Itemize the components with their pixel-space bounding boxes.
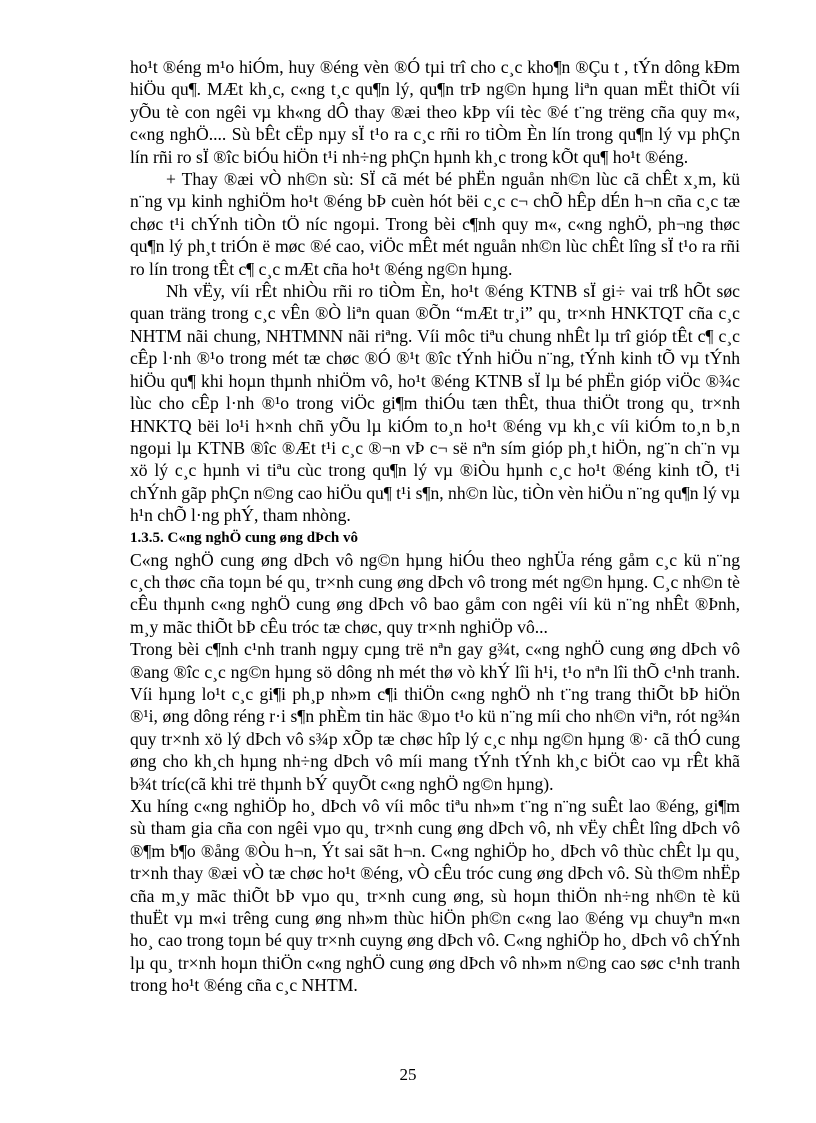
section-paragraph-3: Xu híng c«ng nghiÖp ho¸ dÞch vô víi môc tiªu nh»m t¨ng n¨ng suÊt lao ®éng, gi¶m sù tham gia cña con ngêi vµo qu¸ tr×nh cung øng dÞch vô, nh vËy chÊt lîng dÞch vô ®¶m b¶o ®ång ®Òu h¬n, Ýt sai sãt h¬n. C«ng nghiÖp ho¸ dÞch vô thùc chÊt lµ qu¸ tr×nh thay ®æi vÒ tæ chøc ho¹t ®éng, vÒ cÊu tróc cung øng dÞch vô. Sù th©m nhËp cña m¸y mãc thiÕt bÞ vµo qu¸ tr×nh cung øng, sù hoµn thiÖn nh÷ng nh©n tè kü thuËt vµ m«i trêng cung øng nh»m thùc hiÖn ph©n c«ng lao ®éng vµ chuyªn m«n ho¸ cao trong toµn bé quy tr×nh cuyng øng dÞch vô. C«ng nghiÖp ho¸ dÞch vô chÝnh lµ qu¸ tr×nh hoµn thiÖn c«ng nghÖ cung øng dÞch vô nh»m n©ng cao søc c¹nh tranh trong ho¹t ®éng cña c¸c NHTM. xyxy=(130,796,740,996)
paragraph-2: + Thay ®æi vÒ nh©n sù: SÏ cã mét bé phËn nguån nh©n lùc cã chÊt x¸m, kü n¨ng vµ kinh nghiÖm ho¹t ®éng bÞ cuèn hót bëi c¸c c¬ chÕ hÊp dÉn h¬n cña c¸c tæ chøc t¹i chÝnh tiÒn tÖ níc ngoµi. Trong bèi c¶nh quy m«, c«ng nghÖ, ph¬ng thøc qu¶n lý ph¸t triÓn ë møc ®é cao, viÖc mÊt mét nguån nh©n lùc chÊt lîng sÏ t¹o ra rñi ro lín trong tÊt c¶ c¸c mÆt cña ho¹t ®éng ng©n hµng. xyxy=(130,169,740,279)
page-number: 25 xyxy=(399,1065,417,1084)
paragraph-1: ho¹t ®éng m¹o hiÓm, huy ®éng vèn ®Ó tµi trî cho c¸c kho¶n ®Çu t , tÝn dông kÐm hiÖu qu¶. MÆt kh¸c, c«ng t¸c qu¶n lý, qu¶n trÞ ng©n hµng liªn quan mËt thiÕt víi yÕu tè con ngêi vµ kh«ng dÔ thay ®æi theo kÞp víi tèc ®é t¨ng trëng cña quy m«, c«ng nghÖ.... Sù bÊt cËp nµy sÏ t¹o ra c¸c rñi ro tiÒm Èn lín trong qu¶n lý vµ phÇn lín rñi ro sÏ ®îc biÓu hiÖn t¹i nh÷ng phÇn hµnh kh¸c trong kÕt qu¶ ho¹t ®éng. xyxy=(130,57,740,167)
body-text xyxy=(130,56,740,997)
section-paragraph-2: Trong bèi c¶nh c¹nh tranh ngµy cµng trë nªn gay g¾t, c«ng nghÖ cung øng dÞch vô ®ang ®îc c¸c ng©n hµng sö dông nh mét thø vò khÝ lîi h¹i, t¹o nªn lîi thÕ c¹nh tranh. Víi hµng lo¹t c¸c gi¶i ph¸p nh»m c¶i thiÖn c«ng nghÖ nh t¨ng trang thiÕt bÞ hiÖn ®¹i, øng dông réng r·i s¶n phÈm tin häc ®µo t¹o kü n¨ng míi cho nh©n viªn, rót ng¾n quy tr×nh xö lý dÞch vô s¾p xÕp tæ chøc hîp lý c¸c nhµ ng©n hµng ®· cã thÓ cung øng cho kh¸ch hµng nh÷ng dÞch vô míi mang tÝnh tÝnh kh¸c biÖt cao vµ rÊt khã b¾t tríc(cã khi trë thµnh bÝ quyÕt c«ng nghÖ ng©n hµng). xyxy=(130,639,740,794)
section-heading: 1.3.5. C«ng nghÖ cung øng dÞch vô xyxy=(130,529,358,546)
paragraph-3: Nh vËy, víi rÊt nhiÒu rñi ro tiÒm Èn, ho¹t ®éng KTNB sÏ gi÷ vai trß hÕt søc quan träng trong c¸c vÊn ®Ò liªn quan ®Õn “mÆt tr¸i” qu¸ tr×nh HNKTQT cña c¸c NHTM nãi chung, NHTMNN nãi riªng. Víi môc tiªu chung nhÊt lµ trî gióp tÊt c¶ c¸c cÊp l·nh ®¹o trong mét tæ chøc ®Ó ®¹t ®îc tÝnh hiÖu n¨ng, tÝnh kinh tÕ vµ tÝnh hiÖu qu¶ khi hoµn thµnh nhiÖm vô, ho¹t ®éng KTNB sÏ lµ bé phËn gióp viÖc ®¾c lùc cho cÊp l·nh ®¹o trong viÖc gi¶m thiÓu tæn thÊt, thua thiÖt trong qu¸ tr×nh HNKTQ bëi lo¹i h×nh chñ yÕu lµ kiÓm to¸n ho¹t ®éng vµ kh¸c víi kiÓm to¸n b¸n ngoµi lµ KTNB ®îc ®Æt t¹i c¸c ®¬n vÞ c¬ së nªn sím gióp ph¸t hiÖn, ng¨n ch¨n vµ xö lý c¸c hµnh vi tiªu cùc trong qu¶n lý vµ ®iÒu hµnh c¸c ho¹t ®éng kinh tÕ, t¹i chÝnh gãp phÇn n©ng cao hiÖu qu¶ t¹i s¶n, nh©n lùc, tiÒn vèn hiÖu n¨ng qu¶n lý vµ h¹n chÕ l·ng phÝ, tham nhòng. xyxy=(130,281,740,526)
section-paragraph-1: C«ng nghÖ cung øng dÞch vô ng©n hµng hiÓu theo nghÜa réng gåm c¸c kü n¨ng c¸ch thøc cña toµn bé qu¸ tr×nh cung øng dÞch vô trong mét ng©n hµng. C¸c nh©n tè cÊu thµnh c«ng nghÖ cung øng dÞch vô bao gåm con ngêi víi kü n¨ng nhÊt ®Þnh, m¸y mãc thiÕt bÞ cÊu tróc tæ chøc, quy tr×nh nghiÖp vô... xyxy=(130,549,740,637)
